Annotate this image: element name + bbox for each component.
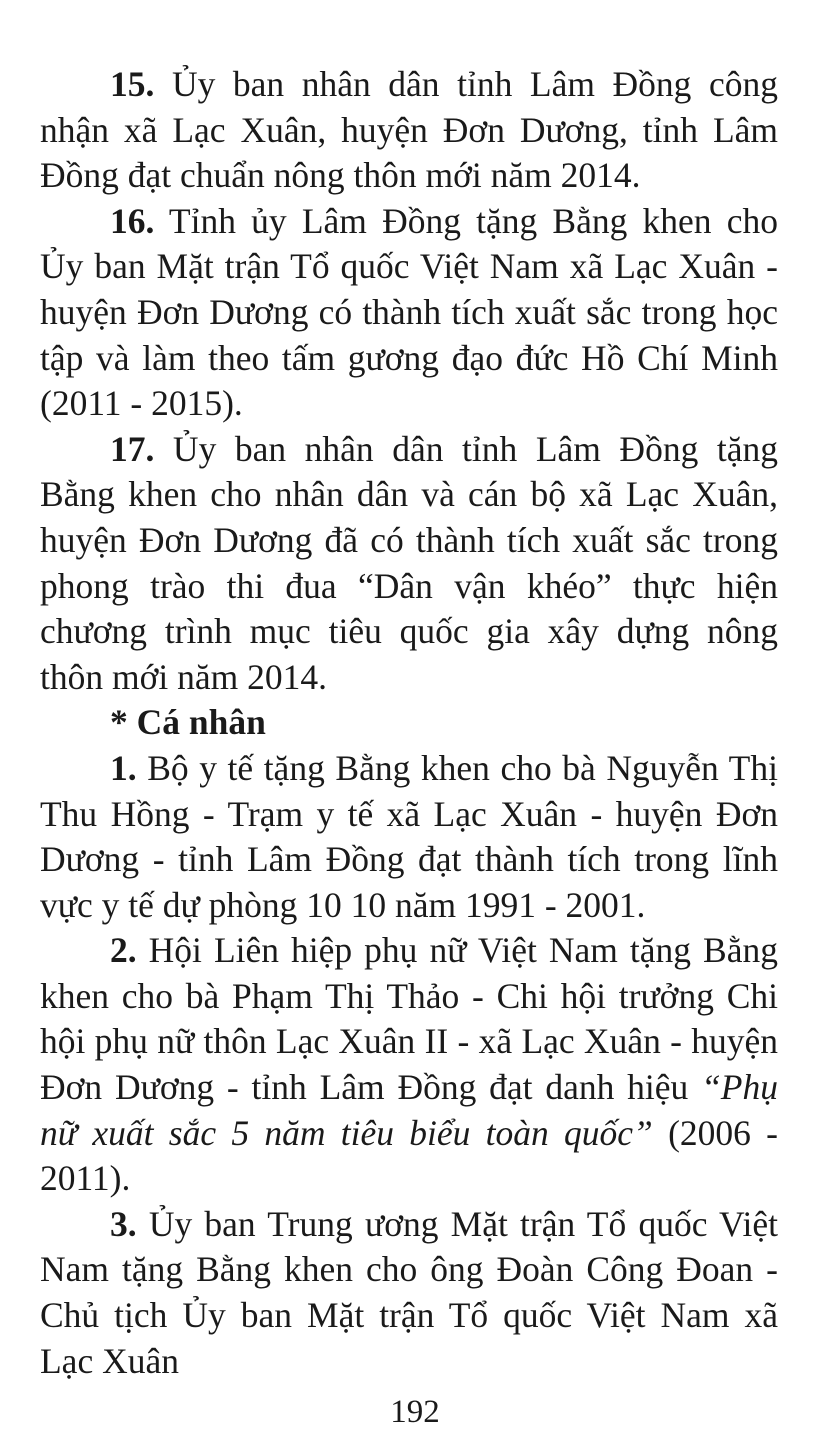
item-text-after: (2006 - 2011).	[40, 1112, 778, 1199]
item-text: Bộ y tế tặng Bằng khen cho bà Nguyễn Thị Thu Hồng - Trạm y tế xã Lạc Xuân - huyện Đơn Dương - tỉnh Lâm Đồng đạt thành tích trong lĩnh vực y tế dự phòng 10 10 năm 1991 - 2001.	[40, 747, 778, 925]
individual-item-3	[40, 1202, 778, 1384]
item-text: Ủy ban nhân dân tỉnh Lâm Đồng công nhận xã Lạc Xuân, huyện Đơn Dương, tỉnh Lâm Đồng đạt chuẩn nông thôn mới năm 2014.	[40, 64, 778, 196]
item-text: Ủy ban nhân dân tỉnh Lâm Đồng tặng Bằng khen cho nhân dân và cán bộ xã Lạc Xuân, huyện Đơn Dương đã có thành tích xuất sắc trong phong trào thi đua “Dân vận khéo” thực hiện chương trình mục tiêu quốc gia xây dựng nông thôn mới năm 2014.	[40, 428, 778, 697]
list-item-17	[40, 427, 778, 701]
item-text: Hội Liên hiệp phụ nữ Việt Nam tặng Bằng khen cho bà Phạm Thị Thảo - Chi hội trưởng Chi hội phụ nữ thôn Lạc Xuân II - xã Lạc Xuân - huyện Đơn Dương - tỉnh Lâm Đồng đạt danh hiệu	[40, 930, 778, 1108]
section-heading: * Cá nhân	[110, 702, 266, 743]
page-number: 192	[390, 1394, 440, 1430]
list-item-15	[40, 62, 778, 199]
item-text: Ủy ban Trung ương Mặt trận Tổ quốc Việt Nam tặng Bằng khen cho ông Đoàn Công Đoan - Chủ tịch Ủy ban Mặt trận Tổ quốc Việt Nam xã Lạc Xuân	[40, 1203, 778, 1381]
award-title: “Phụ nữ xuất sắc 5 năm tiêu biểu toàn quốc”	[40, 1067, 778, 1153]
item-text: Tỉnh ủy Lâm Đồng tặng Bằng khen cho Ủy ban Mặt trận Tổ quốc Việt Nam xã Lạc Xuân - huyện Đơn Dương có thành tích xuất sắc trong học tập và làm theo tấm gương đạo đức Hồ Chí Minh (2011 - 2015).	[40, 200, 778, 424]
individual-item-2	[40, 928, 778, 1202]
page-body	[40, 62, 778, 1384]
item-number: 1.	[110, 747, 137, 788]
item-number: 3.	[110, 1203, 137, 1244]
item-number: 16.	[110, 200, 155, 241]
item-number: 17.	[110, 428, 155, 469]
item-number: 2.	[110, 930, 137, 971]
list-item-16	[40, 199, 778, 427]
item-number: 15.	[110, 64, 155, 104]
individual-item-1	[40, 746, 778, 928]
